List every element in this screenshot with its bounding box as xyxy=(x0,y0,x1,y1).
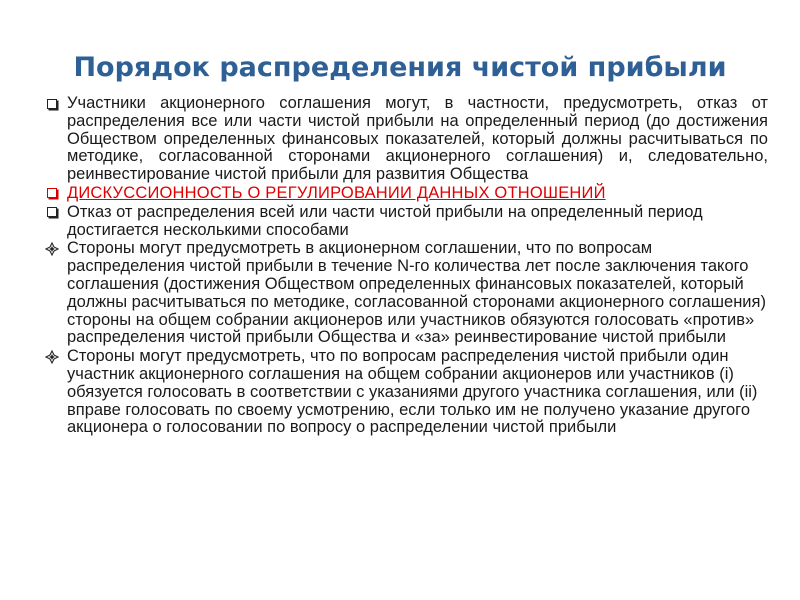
list-item xyxy=(42,240,768,347)
list-item xyxy=(42,348,768,437)
list-item xyxy=(42,204,768,240)
page-title: Порядок распределения чистой прибыли xyxy=(73,52,727,83)
square-bullet-icon xyxy=(43,95,61,113)
list-item-highlight xyxy=(42,185,768,203)
list-item-text: Отказ от распределения всей или части чистой прибыли на определенный период достигается несколькими способами xyxy=(67,202,703,239)
bullet-list xyxy=(42,95,768,438)
square-bullet-icon xyxy=(43,204,61,222)
list-item-text: Участники акционерного соглашения могут, в частности, предусмотреть, отказ от распределения все или части чистой прибыли на определенный период (до достижения Обществом определенных финансовых показателей, который должны расчитываться по методике, согласованной сторонами акционерного соглашения) и, следовательно, реинвестирование чистой прибыли для развития Общества xyxy=(67,94,768,184)
diamond-bullet-icon xyxy=(43,240,61,258)
list-item-text: Стороны могут предусмотреть в акционерном соглашении, что по вопросам распределения чистой прибыли в течение N-го количества лет после заключения такого соглашения (достижения Обществом определенных финансовых показателей, который должны расчитываться по методике, согласованной сторонами акционерного соглашения) стороны на общем собрании акционеров или участников обязуются голосовать «против» распределения чистой прибыли Общества и «за» реинвестирование чистой прибыли xyxy=(67,239,766,347)
diamond-bullet-icon xyxy=(43,348,61,366)
list-item-text: Стороны могут предусмотреть, что по вопросам распределения чистой прибыли один участник акционерного соглашения на общем собрании акционеров или участников (i) обязуется голосовать в соответствии с указаниями другого участника соглашения, или (ii) вправе голосовать по своему усмотрению, если только им не получено указание другого акционера о голосовании по вопросу о распределении чистой прибыли xyxy=(67,347,758,437)
list-item-text: ДИСКУССИОННОСТЬ О РЕГУЛИРОВАНИИ ДАННЫХ ОТНОШЕНИЙ xyxy=(67,183,606,202)
list-item xyxy=(42,95,768,184)
square-bullet-icon xyxy=(43,185,61,203)
